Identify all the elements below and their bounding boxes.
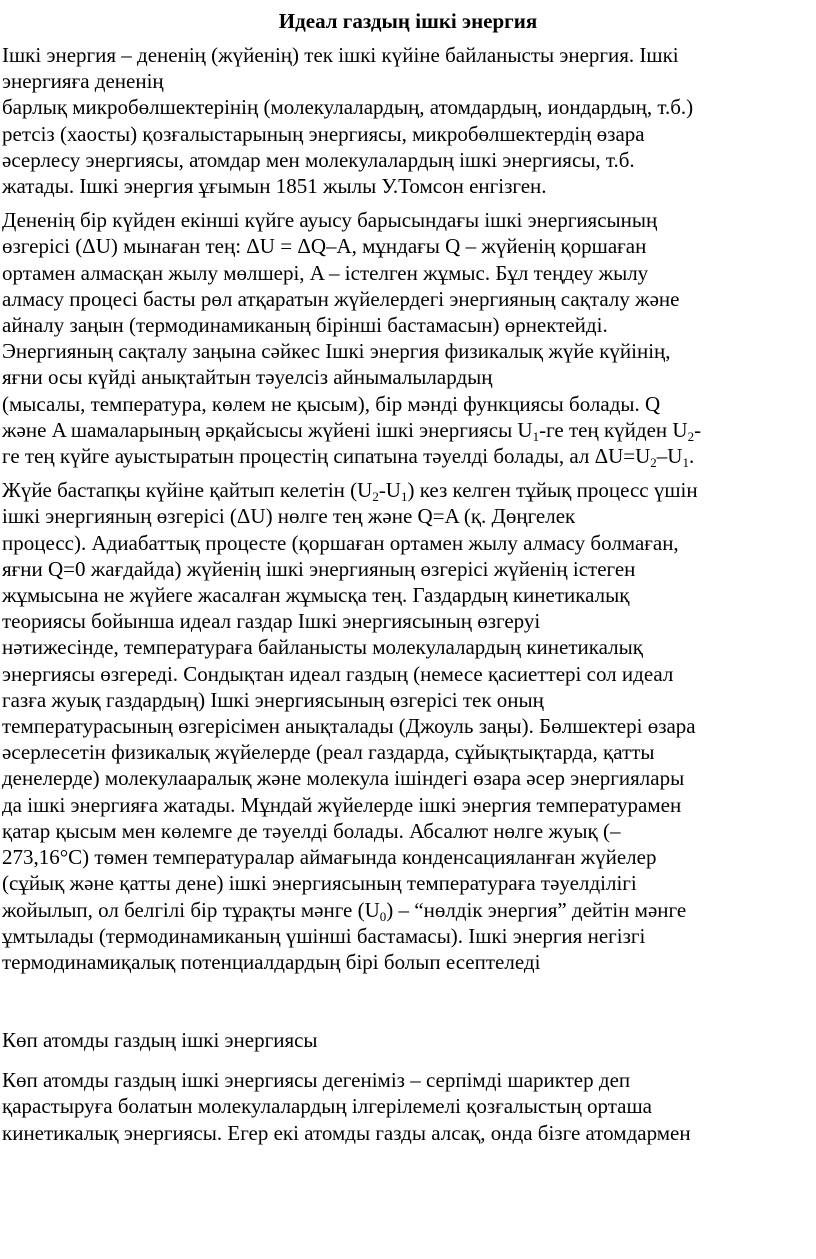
subscript: 2: [650, 455, 657, 471]
text-line: жойылып, ол белгілі бір тұрақты мәнге (U: [2, 897, 380, 922]
text-line: жатады. Ішкі энергия ұғымын 1851 жылы У.Томсон енгізген.: [2, 174, 547, 199]
text-line: газға жуық газдардың) Ішкі энергиясының өзгерісі тек оның: [2, 687, 544, 712]
text-line: жұмысына не жүйеге жасалған жұмысқа тең. Газдардың кинетикалық: [2, 583, 630, 608]
text-line: әсерлесетін физикалық жүйелерде (реал газдарда, сұйықтықтарда, қатты: [2, 740, 655, 765]
text-fragment: –U: [656, 444, 683, 469]
text-line: Көп атомды газдың ішкі энергиясы дегеніміз – серпімді шариктер деп: [2, 1068, 631, 1093]
text-line: өзгерісі (ΔU) мынаған тең: ΔU = ΔQ–A, мұндағы Q – жүйенің қоршаған: [2, 234, 647, 259]
paragraph-first-law: [2, 207, 814, 469]
text-line: термодинамиқалық потенциалдардың бірі болып есептеледі: [2, 949, 541, 974]
paragraph-closed-process: [2, 477, 814, 975]
text-line: және A шамаларының әрқайсысы жүйені ішкі энергиясы U: [2, 417, 533, 442]
text-line: (сұйық және қатты дене) ішкі энергиясының температураға тәуелділігі: [2, 871, 637, 896]
subscript: 1: [400, 489, 408, 505]
text-fragment: -U: [378, 478, 401, 503]
text-line: ге тең күйге ауыстыратын процестің сипатына тәуелді болады, ал ΔU=U: [2, 444, 651, 469]
text-line: әсерлесу энергиясы, атомдар мен молекулалардың ішкі энергиясы, т.б.: [2, 147, 635, 172]
document-title: Идеал газдың ішкі энергия: [278, 9, 538, 33]
text-line: яғни Q=0 жағдайда) жүйенің ішкі энергияның өзгерісі жүйенің істеген: [2, 556, 636, 581]
text-line: процесс). Адиабаттық процесте (қоршаған ортамен жылу алмасу болмаған,: [2, 530, 679, 555]
subscript: 2: [687, 428, 695, 444]
section-heading: Көп атомды газдың ішкі энергиясы: [2, 1028, 318, 1053]
text-line: да ішкі энергияға жатады. Мұндай жүйелерде ішкі энергия температурамен: [2, 792, 682, 817]
subscript: 0: [379, 908, 387, 924]
paragraph-polyatomic-gas: [2, 1067, 814, 1146]
text-line: айналу заңын (термодинамиканың бірінші бастамасын) өрнектейді.: [2, 313, 608, 338]
text-line: алмасу процесі басты рөл атқаратын жүйелердегі энергияның сақталу және: [2, 286, 680, 311]
text-line: яғни осы күйді анықтайтын тәуелсіз айнымалылардың: [2, 365, 493, 390]
text-fragment: ) кез келген тұйық процесс үшін: [407, 478, 698, 503]
subscript: 1: [532, 428, 540, 444]
subscript: 1: [682, 455, 689, 471]
text-line: 273,16°C) төмен температуралар аймағында конденсацияланған жүйелер: [2, 845, 657, 870]
text-fragment: ) – “нөлдік энергия” дейтін мәнге: [386, 897, 687, 922]
text-line: ұмтылады (термодинамиканың үшінші бастамасы). Ішкі энергия негізгі: [2, 923, 646, 948]
text-fragment: -ге тең күйден U: [539, 417, 688, 442]
text-line: ортамен алмасқан жылу мөлшері, A – істелген жұмыс. Бұл теңдеу жылу: [2, 260, 649, 285]
text-fragment: .: [688, 444, 695, 469]
text-fragment: -: [694, 417, 702, 442]
text-line: қарастыруға болатын молекулалардың ілгерілемелі қозғалыстың орташа: [2, 1094, 652, 1119]
text-line: энергияға дененің: [2, 69, 164, 94]
text-line: Дененің бір күйден екінші күйге ауысу барысындағы ішкі энергиясының: [2, 208, 658, 233]
text-line: Ішкі энергия – дененің (жүйенің) тек ішкі күйіне байланысты энергия. Ішкі: [2, 43, 679, 67]
text-line: энергиясы өзгереді. Сондықтан идеал газдың (немесе қасиеттері сол идеал: [2, 661, 674, 686]
text-line: теориясы бойынша идеал газдар Ішкі энергиясының өзгеруі: [2, 609, 541, 634]
text-line: кинетикалық энергиясы. Егер екі атомды газды алсақ, онда бізге атомдармен: [2, 1120, 691, 1145]
blank-space: [2, 975, 814, 1027]
text-line: денелерде) молекулааралық және молекула ішіндегі өзара әсер энергиялары: [2, 766, 685, 791]
text-line: ішкі энергияның өзгерісі (ΔU) нөлге тең және Q=A (қ. Дөңгелек: [2, 504, 576, 529]
text-line: нәтижесінде, температураға байланысты молекулалардың кинетикалық: [2, 635, 643, 660]
text-line: Энергияның сақталу заңына сәйкес Ішкі энергия физикалық жүйе күйінің,: [2, 339, 671, 364]
text-line: қатар қысым мен көлемге де тәуелді болады. Абсалют нөлге жуық (–: [2, 818, 621, 843]
paragraph-internal-energy-definition: [2, 42, 814, 199]
text-line: температурасының өзгерісімен анықталады (Джоуль заңы). Бөлшектері өзара: [2, 714, 696, 739]
text-line: (мысалы, температура, көлем не қысым), бір мәнді функциясы болады. Q: [2, 391, 661, 416]
text-line: барлық микробөлшектерінің (молекулалардың, атомдардың, иондардың, т.б.): [2, 95, 694, 120]
subscript: 2: [372, 489, 379, 505]
text-line: Жүйе бастапқы күйіне қайтып келетін (U: [2, 478, 373, 503]
text-line: ретсіз (хаосты) қозғалыстарының энергиясы, микробөлшектердің өзара: [2, 121, 645, 146]
